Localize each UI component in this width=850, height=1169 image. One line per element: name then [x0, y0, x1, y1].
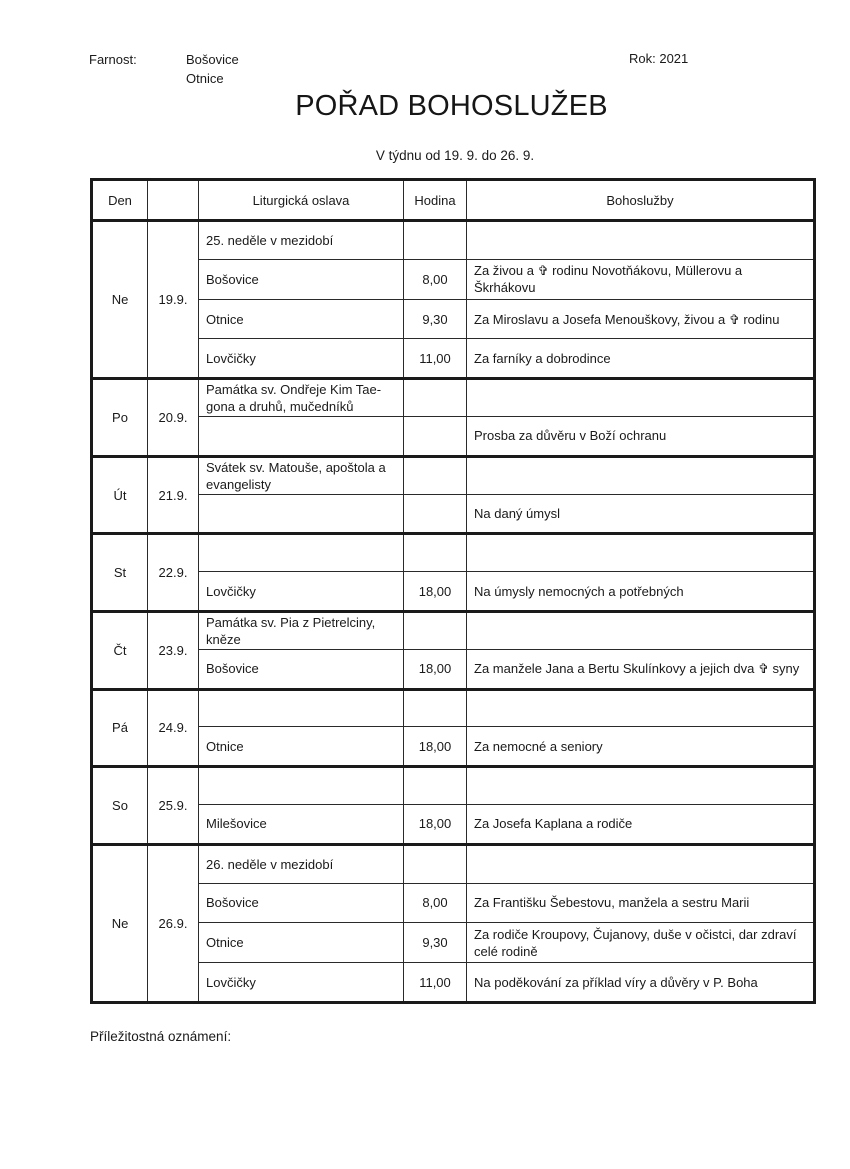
- column-header-hour: Hodina: [404, 180, 467, 221]
- page-title: POŘAD BOHOSLUŽEB: [295, 90, 608, 122]
- day-group: [92, 379, 815, 457]
- celebration-cell: Lovčičky: [199, 339, 404, 379]
- day-date: 22.9.: [148, 534, 199, 612]
- mass-intention-cell: Za Miroslavu a Josefa Menouškovy, živou a ✞ rodinu: [467, 299, 815, 339]
- hour-cell: [404, 689, 467, 727]
- celebration-cell: Svátek sv. Matouše, apoštola a evangelisty: [199, 456, 404, 494]
- mass-intention-cell: Na úmysly nemocných a potřebných: [467, 572, 815, 612]
- table-row: [92, 689, 815, 727]
- column-header-den: Den: [92, 180, 148, 221]
- hour-cell: [404, 767, 467, 805]
- mass-intention-cell: [467, 456, 815, 494]
- day-date: 20.9.: [148, 379, 199, 457]
- table-row: [92, 379, 815, 417]
- mass-intention-cell: Za manžele Jana a Bertu Skulínkovy a jejich dva ✞ syny: [467, 649, 815, 689]
- table-row: [92, 844, 815, 883]
- table-header-row: [92, 180, 815, 221]
- celebration-cell: Lovčičky: [199, 572, 404, 612]
- hour-cell: 18,00: [404, 727, 467, 767]
- day-abbrev: Út: [92, 456, 148, 534]
- celebration-cell: Otnice: [199, 299, 404, 339]
- mass-intention-cell: Za farníky a dobrodince: [467, 339, 815, 379]
- day-date: 19.9.: [148, 221, 199, 379]
- celebration-cell: [199, 534, 404, 572]
- table-row: [92, 259, 815, 299]
- hour-cell: [404, 494, 467, 534]
- year-label: Rok: 2021: [629, 51, 689, 66]
- celebration-cell: [199, 689, 404, 727]
- table-row: [92, 727, 815, 767]
- mass-intention-cell: [467, 767, 815, 805]
- table-row: [92, 883, 815, 923]
- parish-name: Bošovice: [186, 52, 239, 67]
- table-row: [92, 494, 815, 534]
- day-date: 24.9.: [148, 689, 199, 767]
- week-range: V týdnu od 19. 9. do 26. 9.: [375, 148, 535, 163]
- table-row: [92, 534, 815, 572]
- day-abbrev: Ne: [92, 844, 148, 1002]
- day-group: [92, 221, 815, 379]
- celebration-cell: Bošovice: [199, 883, 404, 923]
- celebration-cell: Bošovice: [199, 649, 404, 689]
- table-row: [92, 649, 815, 689]
- hour-cell: [404, 379, 467, 417]
- day-date: 26.9.: [148, 844, 199, 1002]
- column-header-celebration: Liturgická oslava: [199, 180, 404, 221]
- day-abbrev: So: [92, 767, 148, 845]
- parish-name: Otnice: [186, 71, 224, 86]
- mass-intention-cell: [467, 221, 815, 260]
- day-group: [92, 611, 815, 689]
- hour-cell: 18,00: [404, 804, 467, 844]
- hour-cell: 9,30: [404, 923, 467, 963]
- column-header-date: [148, 180, 199, 221]
- hour-cell: 18,00: [404, 572, 467, 612]
- hour-cell: [404, 534, 467, 572]
- day-date: 21.9.: [148, 456, 199, 534]
- day-date: 23.9.: [148, 611, 199, 689]
- hour-cell: 18,00: [404, 649, 467, 689]
- celebration-cell: 25. neděle v mezidobí: [199, 221, 404, 260]
- table-row: [92, 417, 815, 457]
- mass-intention-cell: Za rodiče Kroupovy, Čujanovy, duše v očistci, dar zdraví celé rodině: [467, 923, 815, 963]
- hour-cell: 8,00: [404, 883, 467, 923]
- table-row: [92, 299, 815, 339]
- hour-cell: [404, 221, 467, 260]
- celebration-cell: Milešovice: [199, 804, 404, 844]
- day-abbrev: Ne: [92, 221, 148, 379]
- table-row: [92, 572, 815, 612]
- celebration-cell: Otnice: [199, 727, 404, 767]
- day-abbrev: St: [92, 534, 148, 612]
- table-row: [92, 923, 815, 963]
- mass-intention-cell: Za živou a ✞ rodinu Novotňákovu, Müllerovu a Škrhákovu: [467, 259, 815, 299]
- mass-intention-cell: Za nemocné a seniory: [467, 727, 815, 767]
- day-abbrev: Po: [92, 379, 148, 457]
- day-group: [92, 534, 815, 612]
- mass-intention-cell: [467, 689, 815, 727]
- mass-intention-cell: Na daný úmysl: [467, 494, 815, 534]
- mass-intention-cell: Na poděkování za příklad víry a důvěry v P. Boha: [467, 963, 815, 1003]
- day-abbrev: Čt: [92, 611, 148, 689]
- celebration-cell: Památka sv. Pia z Pietrelciny, kněze: [199, 611, 404, 649]
- column-header-masses: Bohoslužby: [467, 180, 815, 221]
- hour-cell: [404, 417, 467, 457]
- mass-intention-cell: [467, 844, 815, 883]
- day-group: [92, 844, 815, 1002]
- day-date: 25.9.: [148, 767, 199, 845]
- celebration-cell: 26. neděle v mezidobí: [199, 844, 404, 883]
- celebration-cell: [199, 767, 404, 805]
- celebration-cell: [199, 417, 404, 457]
- celebration-cell: Bošovice: [199, 259, 404, 299]
- table-row: [92, 767, 815, 805]
- celebration-cell: Lovčičky: [199, 963, 404, 1003]
- hour-cell: 9,30: [404, 299, 467, 339]
- table-row: [92, 456, 815, 494]
- hour-cell: [404, 844, 467, 883]
- occasional-notices-label: Příležitostná oznámení:: [90, 1029, 232, 1044]
- celebration-cell: [199, 494, 404, 534]
- farnost-label: Farnost:: [89, 52, 137, 67]
- mass-intention-cell: Za Františku Šebestovu, manžela a sestru Marii: [467, 883, 815, 923]
- mass-intention-cell: [467, 379, 815, 417]
- hour-cell: [404, 611, 467, 649]
- day-group: [92, 767, 815, 845]
- day-abbrev: Pá: [92, 689, 148, 767]
- table-row: [92, 611, 815, 649]
- table-row: [92, 339, 815, 379]
- celebration-cell: Památka sv. Ondřeje Kim Tae-gona a druhů, mučedníků: [199, 379, 404, 417]
- hour-cell: 11,00: [404, 963, 467, 1003]
- table-row: [92, 221, 815, 260]
- celebration-cell: Otnice: [199, 923, 404, 963]
- hour-cell: 11,00: [404, 339, 467, 379]
- hour-cell: [404, 456, 467, 494]
- mass-intention-cell: [467, 534, 815, 572]
- mass-intention-cell: Za Josefa Kaplana a rodiče: [467, 804, 815, 844]
- table-row: [92, 963, 815, 1003]
- mass-intention-cell: Prosba za důvěru v Boží ochranu: [467, 417, 815, 457]
- hour-cell: 8,00: [404, 259, 467, 299]
- day-group: [92, 456, 815, 534]
- table-row: [92, 804, 815, 844]
- day-group: [92, 689, 815, 767]
- schedule-table: [90, 178, 816, 1004]
- mass-intention-cell: [467, 611, 815, 649]
